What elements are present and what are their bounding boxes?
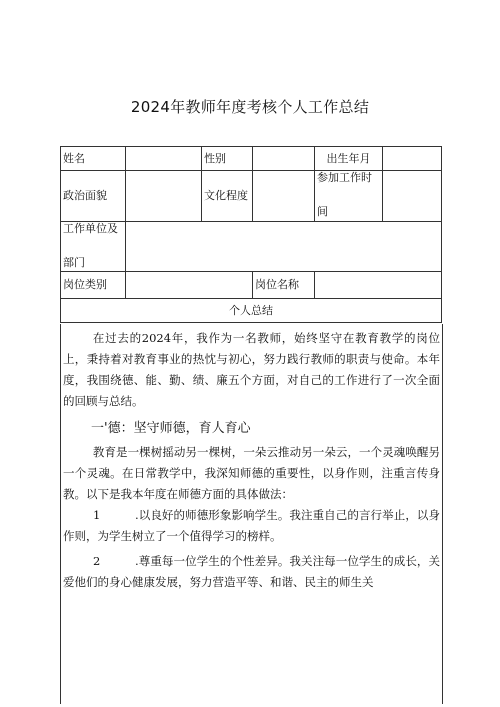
list-item <box>61 505 442 547</box>
post-type-value[interactable] <box>126 272 253 299</box>
name-label: 姓名 <box>61 147 126 171</box>
work-start-label-line2: 间 <box>317 205 328 219</box>
list-item <box>61 551 442 593</box>
work-unit-label <box>61 222 126 272</box>
work-start-value[interactable] <box>383 171 442 222</box>
name-value[interactable] <box>126 147 202 171</box>
item2-number: 2 <box>93 554 101 568</box>
document-title: 2024年教师年度考核个人工作总结 <box>130 98 370 116</box>
summary-header: 个人总结 <box>61 299 442 323</box>
political-value[interactable] <box>126 171 202 222</box>
item1-text: .以良好的师德形象影响学生。我注重自己的言行举止，以身作则，为学生树立了一个值得学习的榜样。 <box>63 508 440 543</box>
section1-heading: 一'德：坚守师德，育人育心 <box>91 421 251 436</box>
item1-number: 1 <box>93 508 101 522</box>
post-type-label: 岗位类别 <box>61 272 126 299</box>
item2-text: .尊重每一位学生的个性差异。我关注每一位学生的成长，关爱他们的身心健康发展，努力营造平等、和谐、民主的师生关 <box>63 554 440 589</box>
work-unit-label-line1: 工作单位及 <box>63 222 118 235</box>
summary-body <box>60 324 443 704</box>
work-start-label-line1: 参加工作时 <box>317 171 372 184</box>
gender-value[interactable] <box>253 147 315 171</box>
section1-paragraph: 教育是一棵树摇动另一棵树，一朵云推动另一朵云，一个灵魂唤醒另一个灵魂。在日常教学中，我深知师德的重要性，以身作则，注重言传身教。以下是我本年度在师德方面的具体做法： <box>63 445 440 501</box>
section1-list <box>61 505 442 593</box>
birth-value[interactable] <box>383 147 442 171</box>
summary-intro: 在过去的2024年，我作为一名教师，始终坚守在教育教学的岗位上，秉持着对教育事业的热忱与初心，努力践行教师的职责与使命。本年度，我围绕德、能、勤、绩、廉五个方面，对自己的工作进行了一次全面的回顾与总结。 <box>63 331 440 408</box>
work-unit-label-line2: 部门 <box>63 256 85 270</box>
work-start-label <box>315 171 383 222</box>
post-name-label: 岗位名称 <box>253 272 315 299</box>
education-label: 文化程度 <box>202 171 253 222</box>
education-value[interactable] <box>253 171 315 222</box>
political-label: 政治面貌 <box>61 171 126 222</box>
gender-label: 性别 <box>202 147 253 171</box>
birth-label: 出生年月 <box>315 147 383 171</box>
work-unit-value[interactable] <box>126 222 442 272</box>
post-name-value[interactable] <box>315 272 442 299</box>
info-form-table <box>60 146 442 323</box>
